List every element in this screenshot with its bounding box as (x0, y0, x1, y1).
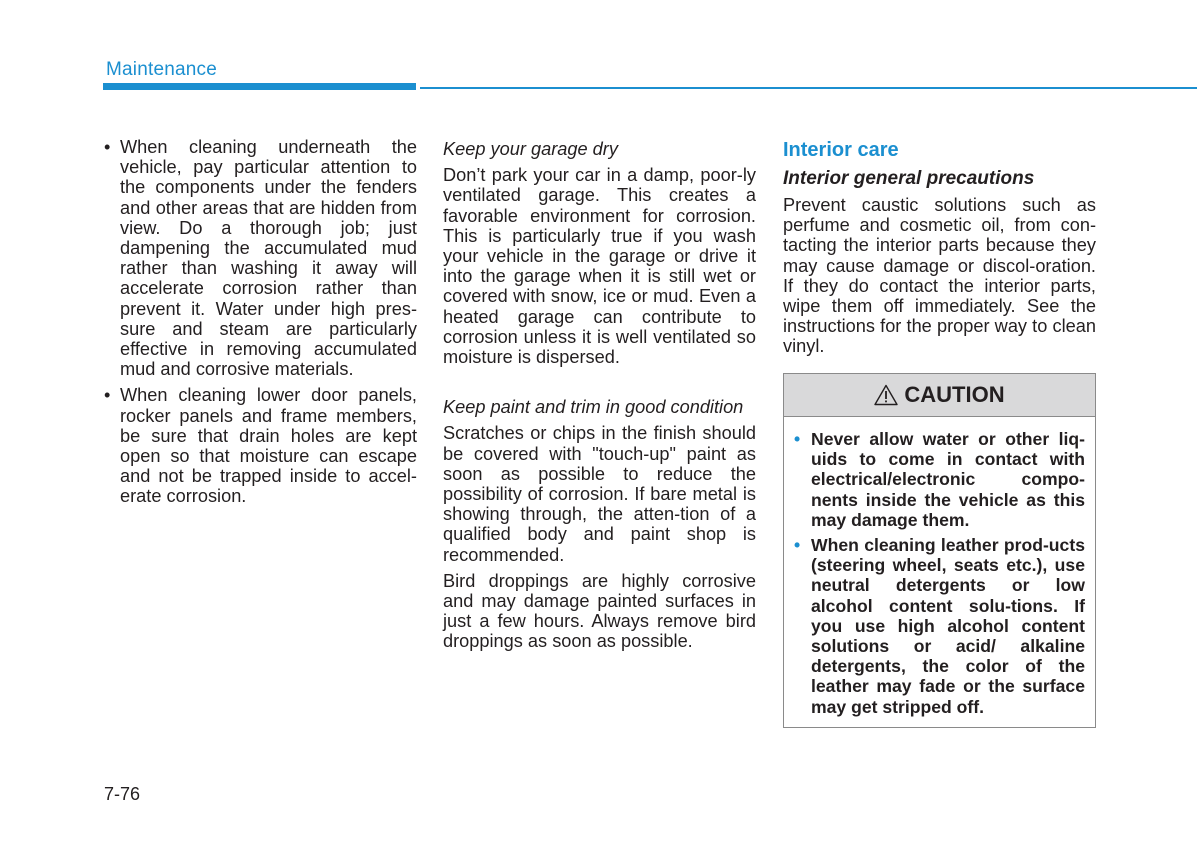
warning-triangle-icon (874, 384, 898, 406)
caution-box (783, 373, 1096, 728)
bullet-icon: • (104, 137, 111, 157)
caution-item-text: When cleaning leather prod-ucts (steering wheel, seats etc.), use neutral detergents or low alcohol content solu-tions. If you use high alcohol content solutions or acid/ alkaline detergents, the color of the leather may fade or the surface may get stripped off. (811, 535, 1085, 717)
caution-title: CAUTION (904, 382, 1005, 407)
subheading-garage-dry: Keep your garage dry (443, 139, 618, 159)
paragraph-interior: Prevent caustic solutions such as perfume and cosmetic oil, from con-tacting the interior parts because they may cause damage or discol-oration. If they do contact the interior parts, wipe them off immediately. See the instructions for the proper way to clean vinyl. (783, 195, 1096, 357)
caution-list (784, 417, 1095, 717)
header-rule-thick (103, 83, 416, 90)
list-item-text: When cleaning lower door panels, rocker panels and frame members, be sure that drain holes are kept open so that moisture can escape and not be trapped inside to accel-erate corrosion. (120, 385, 417, 507)
list-item (104, 137, 417, 379)
list-item (104, 385, 417, 506)
column-middle (443, 137, 756, 658)
bullet-icon: • (794, 535, 801, 556)
paragraph-garage: Don’t park your car in a damp, poor-ly ventilated garage. This creates a favorable environment for corrosion. This is particularly true if you wash your vehicle in the garage or drive it into the garage when it is still wet or covered with snow, ice or mud. Even a heated garage can contribute to corrosion unless it is well ventilated so moisture is dispersed. (443, 165, 756, 368)
column-right (783, 137, 1096, 363)
bullet-icon: • (104, 385, 111, 406)
subheading-paint-trim: Keep paint and trim in good condition (443, 397, 744, 418)
cleaning-bullet-list (104, 137, 417, 507)
caution-item-text: Never allow water or other liq-uids to come in contact with electrical/electronic compo-nents inside the vehicle as this may damage them. (811, 429, 1085, 530)
caution-header (784, 374, 1095, 417)
section-header-title: Maintenance (106, 59, 217, 80)
list-item-text: When cleaning underneath the vehicle, pay particular attention to the components under the fenders and other areas that are hidden from view. Do a thorough job; just dampening the accumulated mud rather than washing it away will accelerate corrosion rather than prevent it. Water under high pres-sure and steam are particularly effective in removing accumulated mud and corrosive materials. (120, 137, 417, 380)
bullet-icon: • (794, 429, 801, 449)
caution-item (794, 535, 1085, 717)
paragraph-scratches: Scratches or chips in the finish should be covered with "touch-up" paint as soon as possible to reduce the possibility of corrosion. If bare metal is showing through, the atten-tion of a qualified body and paint shop is recommended. (443, 423, 756, 565)
paragraph-bird-droppings: Bird droppings are highly corrosive and may damage painted surfaces in just a few hours. Always remove bird droppings as soon as possible. (443, 570, 756, 652)
caution-item (794, 429, 1085, 530)
column-left (104, 137, 417, 513)
header-rule-thin (420, 87, 1197, 89)
section-title-interior-care: Interior care (783, 139, 899, 161)
subheading-interior-precautions: Interior general precautions (783, 168, 1035, 189)
page-number: 7-76 (104, 784, 141, 804)
